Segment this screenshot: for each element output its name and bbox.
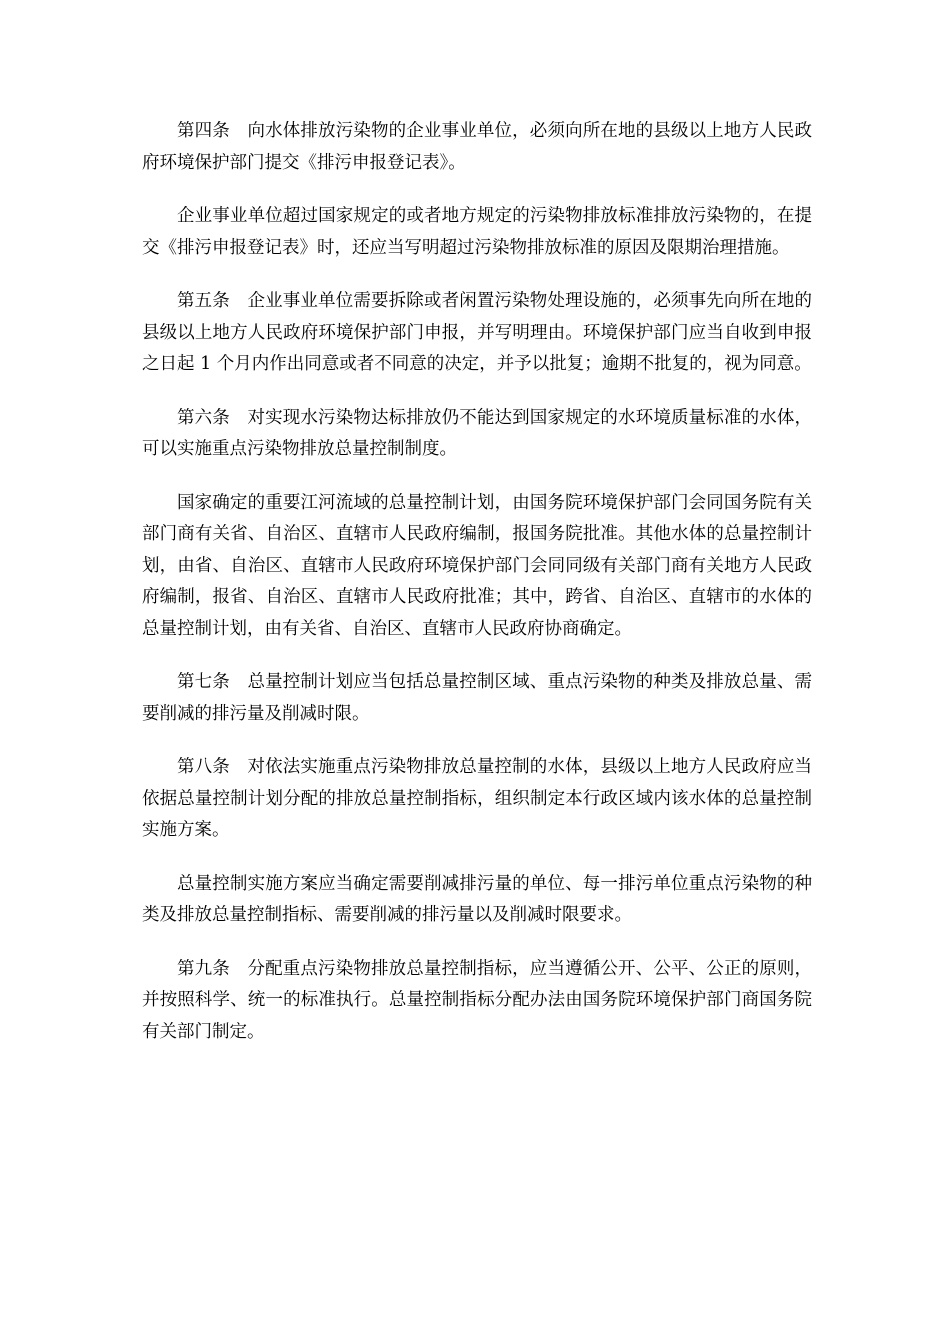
- paragraph-text: 国家确定的重要江河流域的总量控制计划，由国务院环境保护部门会同国务院有关部门商有关省、自治区、直辖市人民政府编制，报国务院批准。其他水体的总量控制计划，由省、自治区、直辖市人民政府环境保护部门会同同级有关部门商有关地方人民政府编制，报省、自治区、直辖市人民政府批准；其中，跨省、自治区、直辖市的水体的总量控制计划，由有关省、自治区、直辖市人民政府协商确定。: [142, 492, 812, 639]
- paragraph-article-6-clause-2: [142, 488, 812, 646]
- article-number: 第六条: [177, 407, 230, 428]
- paragraph-text: 企业事业单位超过国家规定的或者地方规定的污染物排放标准排放污染物的，在提交《排污申报登记表》时，还应当写明超过污染物排放标准的原因及限期治理措施。: [142, 206, 812, 258]
- article-number: 第四条: [177, 121, 230, 141]
- paragraph-text: 企业事业单位需要拆除或者闲置污染物处理设施的，必须事先向所在地的县级以上地方人民政府环境保护部门申报，并写明理由。环境保护部门应当自收到申报之日起 1 个月内作出同意或者不同意的决定，并予以批复；逾期不批复的，视为同意。: [142, 291, 813, 374]
- paragraph-article-4: [142, 116, 812, 179]
- paragraph-text: 向水体排放污染物的企业事业单位，必须向所在地的县级以上地方人民政府环境保护部门提交《排污申报登记表》。: [142, 121, 813, 173]
- article-number: 第七条: [177, 672, 230, 692]
- paragraph-article-8-clause-2: [142, 869, 812, 932]
- paragraph-text: 总量控制实施方案应当确定需要削减排污量的单位、每一排污单位重点污染物的种类及排放总量控制指标、需要削减的排污量以及削减时限要求。: [142, 873, 812, 925]
- paragraph-text: 对实现水污染物达标排放仍不能达到国家规定的水环境质量标准的水体，可以实施重点污染物排放总量控制制度。: [142, 407, 813, 459]
- paragraph-text: 对依法实施重点污染物排放总量控制的水体，县级以上地方人民政府应当依据总量控制计划分配的排放总量控制指标，组织制定本行政区域内该水体的总量控制实施方案。: [142, 757, 813, 840]
- article-number: 第九条: [177, 958, 230, 979]
- paragraph-article-7: [142, 667, 812, 730]
- paragraph-article-9: [142, 954, 812, 1049]
- article-number: 第八条: [177, 757, 230, 777]
- paragraph-article-4-clause-2: [142, 201, 812, 264]
- paragraph-article-8: [142, 752, 812, 847]
- paragraph-text: 分配重点污染物排放总量控制指标，应当遵循公开、公平、公正的原则，并按照科学、统一的标准执行。总量控制指标分配办法由国务院环境保护部门商国务院有关部门制定。: [142, 958, 813, 1042]
- article-number: 第五条: [177, 291, 230, 311]
- paragraph-article-6: [142, 403, 812, 466]
- paragraph-article-5: [142, 286, 812, 381]
- paragraph-text: 总量控制计划应当包括总量控制区域、重点污染物的种类及排放总量、需要削减的排污量及削减时限。: [142, 672, 813, 724]
- document-body: [142, 116, 812, 1070]
